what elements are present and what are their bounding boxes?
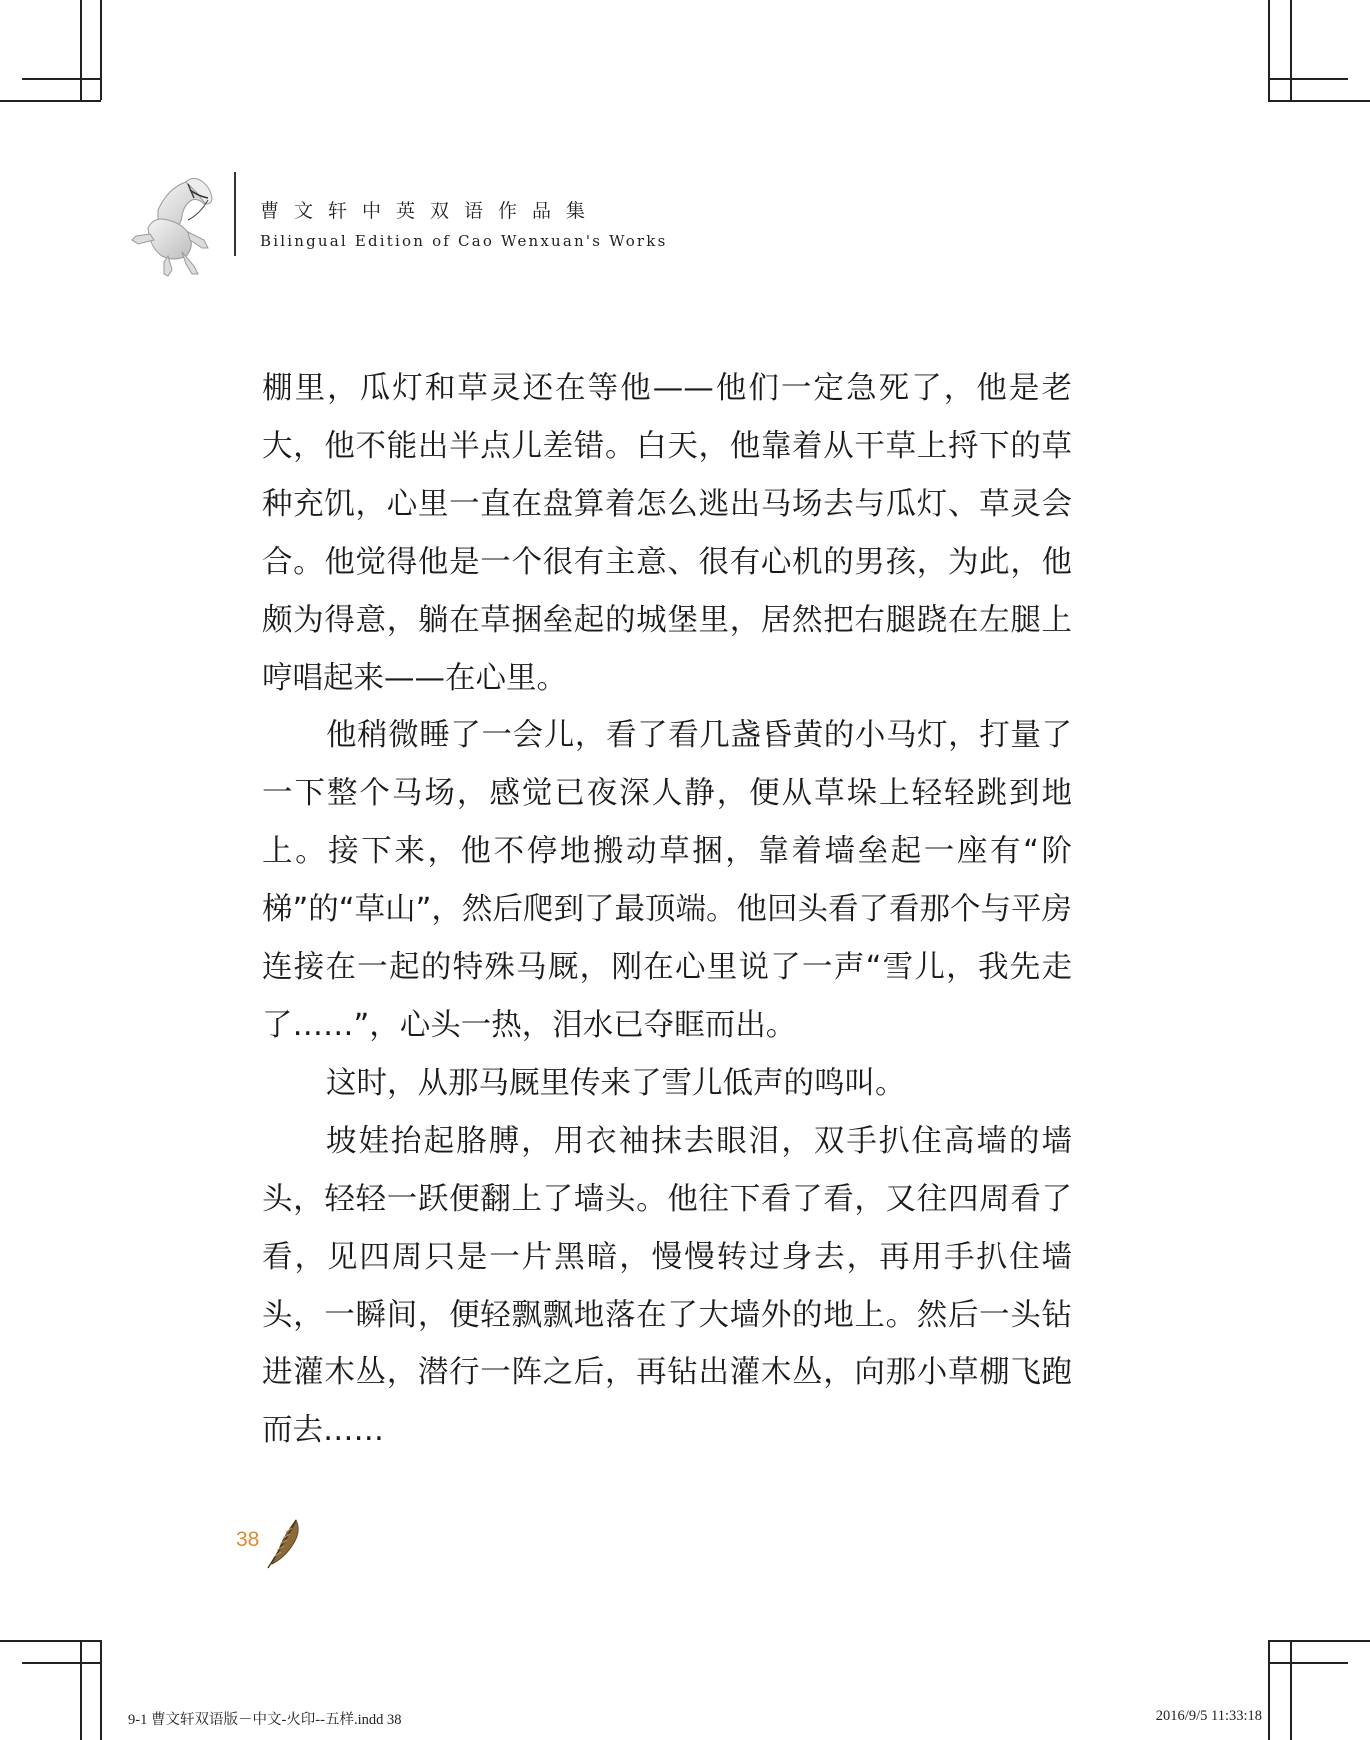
crop-mark	[0, 100, 101, 102]
body-text	[262, 360, 1072, 1460]
crop-mark	[100, 1640, 102, 1740]
paragraph: 这时，从那马厩里传来了雪儿低声的鸣叫。	[326, 1065, 906, 1101]
series-title-en: Bilingual Edition of Cao Wenxuan's Works	[260, 232, 668, 250]
footer-timestamp: 2016/9/5 11:33:18	[1155, 1708, 1262, 1724]
crop-mark	[22, 1662, 102, 1664]
crop-mark	[1268, 1640, 1370, 1642]
paragraph: 棚里，瓜灯和草灵还在等他——他们一定急死了，他是老大，他不能出半点儿差错。白天，他靠着从干草上捋下的草种充饥，心里一直在盘算着怎么逃出马场去与瓜灯、草灵会合。他觉得他是一个很有主意、很有心机的男孩，为此，他颇为得意，躺在草捆垒起的城堡里，居然把右腿跷在左腿上哼唱起来——在心里。	[262, 371, 1072, 696]
crop-mark	[1268, 78, 1348, 80]
feather-icon	[264, 1518, 302, 1570]
header-divider	[234, 172, 236, 256]
crop-mark	[80, 1640, 82, 1740]
crop-mark	[1268, 1662, 1348, 1664]
paragraph: 他稍微睡了一会儿，看了看几盏昏黄的小马灯，打量了一下整个马场，感觉已夜深人静，便从草垛上轻轻跳到地上。接下来，他不停地搬动草捆，靠着墙垒起一座有“阶梯”的“草山”，然后爬到了最顶端。他回头看了看那个与平房连接在一起的特殊马厩，刚在心里说了一声“雪儿，我先走了……”，心头一热，泪水已夺眶而出。	[262, 718, 1072, 1043]
series-title-cn: 曹文轩中英双语作品集	[260, 200, 601, 222]
crop-mark	[1268, 100, 1370, 102]
paragraph: 坡娃抬起胳膊，用衣袖抹去眼泪，双手扒住高墙的墙头，轻轻一跃便翻上了墙头。他往下看了看，又往四周看了看，见四周只是一片黑暗，慢慢转过身去，再用手扒住墙头，一瞬间，便轻飘飘地落在了大墙外的地上。然后一头钻进灌木丛，潜行一阵之后，再钻出灌木丛，向那小草棚飞跑而去……	[262, 1123, 1072, 1449]
crop-mark	[1290, 0, 1292, 100]
horse-icon	[128, 170, 228, 280]
crop-mark	[1268, 0, 1270, 100]
crop-mark	[1268, 1640, 1270, 1740]
crop-mark	[80, 0, 82, 100]
crop-mark	[1290, 1640, 1292, 1740]
footer-filename: 9-1 曹文轩双语版－中文-火印--五样.indd 38	[128, 1712, 402, 1728]
crop-mark	[0, 1640, 101, 1642]
crop-mark	[100, 0, 102, 100]
page-number: 38	[236, 1528, 260, 1551]
crop-mark	[22, 78, 102, 80]
